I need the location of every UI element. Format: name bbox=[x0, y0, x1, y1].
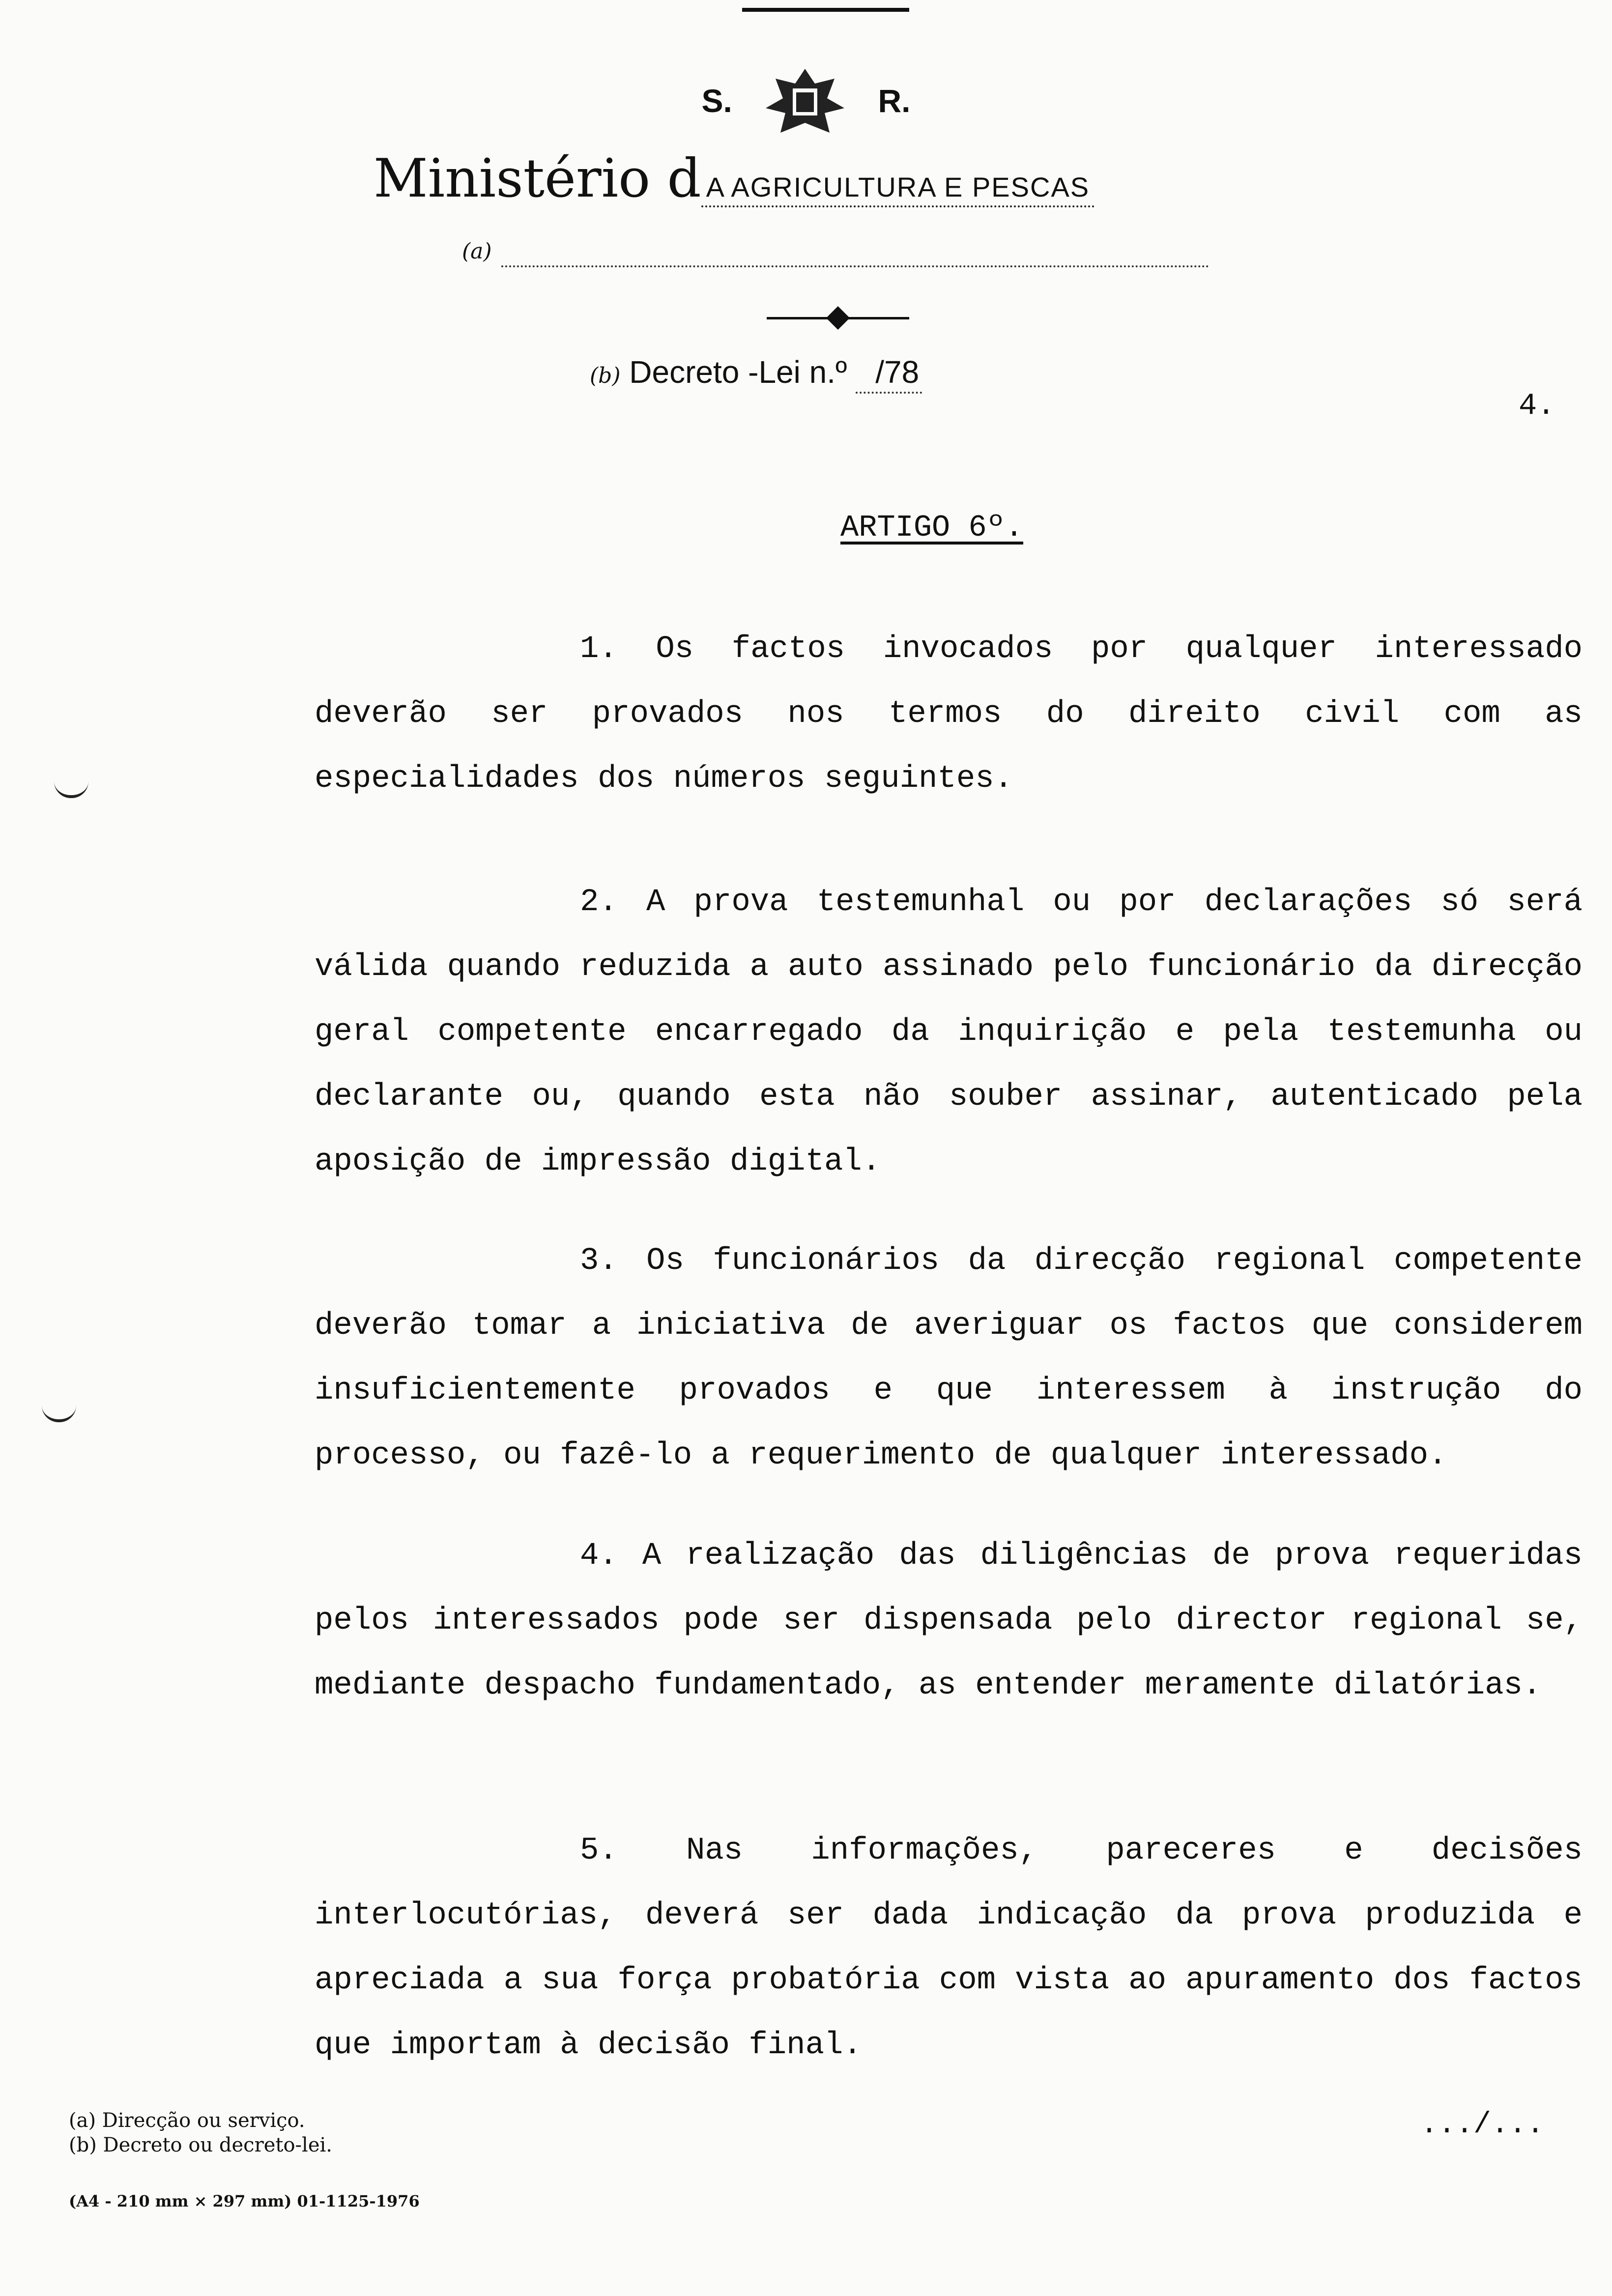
letter-r: R. bbox=[878, 83, 911, 119]
service-label: (a) bbox=[462, 239, 492, 264]
footnote-a: (a) Direcção ou serviço. bbox=[69, 2109, 305, 2132]
page-number: 4. bbox=[1519, 388, 1555, 423]
ministry-prefix: Ministério d bbox=[374, 148, 701, 209]
footnotes bbox=[69, 2108, 332, 2157]
ministry-name: A AGRICULTURA E PESCAS bbox=[701, 172, 1095, 207]
decree-b-label: (b) bbox=[590, 363, 621, 388]
decree-label: Decreto -Lei n.º bbox=[629, 354, 847, 390]
footnote-b: (b) Decreto ou decreto-lei. bbox=[69, 2134, 333, 2156]
form-spec: (A4 - 210 mm × 297 mm) 01-1125-1976 bbox=[69, 2192, 420, 2210]
divider-diamond-icon bbox=[826, 306, 850, 330]
coat-of-arms-icon bbox=[761, 64, 849, 138]
continuation-mark: .../... bbox=[1420, 2108, 1545, 2142]
article-title: ARTIGO 6º. bbox=[840, 510, 1024, 545]
paragraph-1: 1. Os factos invocados por qualquer interessado deverão ser provados nos termos do direito civil com as especialidades dos números seguintes. bbox=[315, 631, 1583, 797]
letter-s: S. bbox=[701, 83, 732, 119]
punch-hole-mark bbox=[42, 1406, 76, 1422]
paragraph-5: 5. Nas informações, pareceres e decisões interlocutórias, deverá ser dada indicação da prova produzida e apreciada a sua força probatória com vista ao apuramento dos factos que importam à decisão final. bbox=[315, 1833, 1583, 2063]
decree-line bbox=[590, 354, 922, 390]
decree-number: /78 bbox=[856, 354, 922, 394]
punch-hole-mark bbox=[54, 781, 88, 798]
ministry-title bbox=[374, 143, 1094, 210]
paragraph-4: 4. A realização das diligências de prova requeridas pelos interessados pode ser dispensada pelo director regional se, mediante despacho fundamentado, as entender meramente dilatórias. bbox=[315, 1538, 1583, 1703]
letterhead bbox=[0, 64, 1612, 138]
top-rule bbox=[742, 8, 909, 12]
paragraph-2: 2. A prova testemunhal ou por declarações só será válida quando reduzida a auto assinado pelo funcionário da direcção geral competente encarregado da inquirição e pela testemunha ou declarante ou, quando esta não souber assinar, autenticado pela aposição de impressão digital. bbox=[315, 885, 1583, 1179]
paragraph-3: 3. Os funcionários da direcção regional competente deverão tomar a iniciativa de averiguar os factos que considerem insuficientemente provados e que interessem à instrução do processo, ou fazê-lo a requerimento de qualquer interessado. bbox=[315, 1243, 1583, 1473]
service-dotted-line bbox=[501, 265, 1209, 267]
